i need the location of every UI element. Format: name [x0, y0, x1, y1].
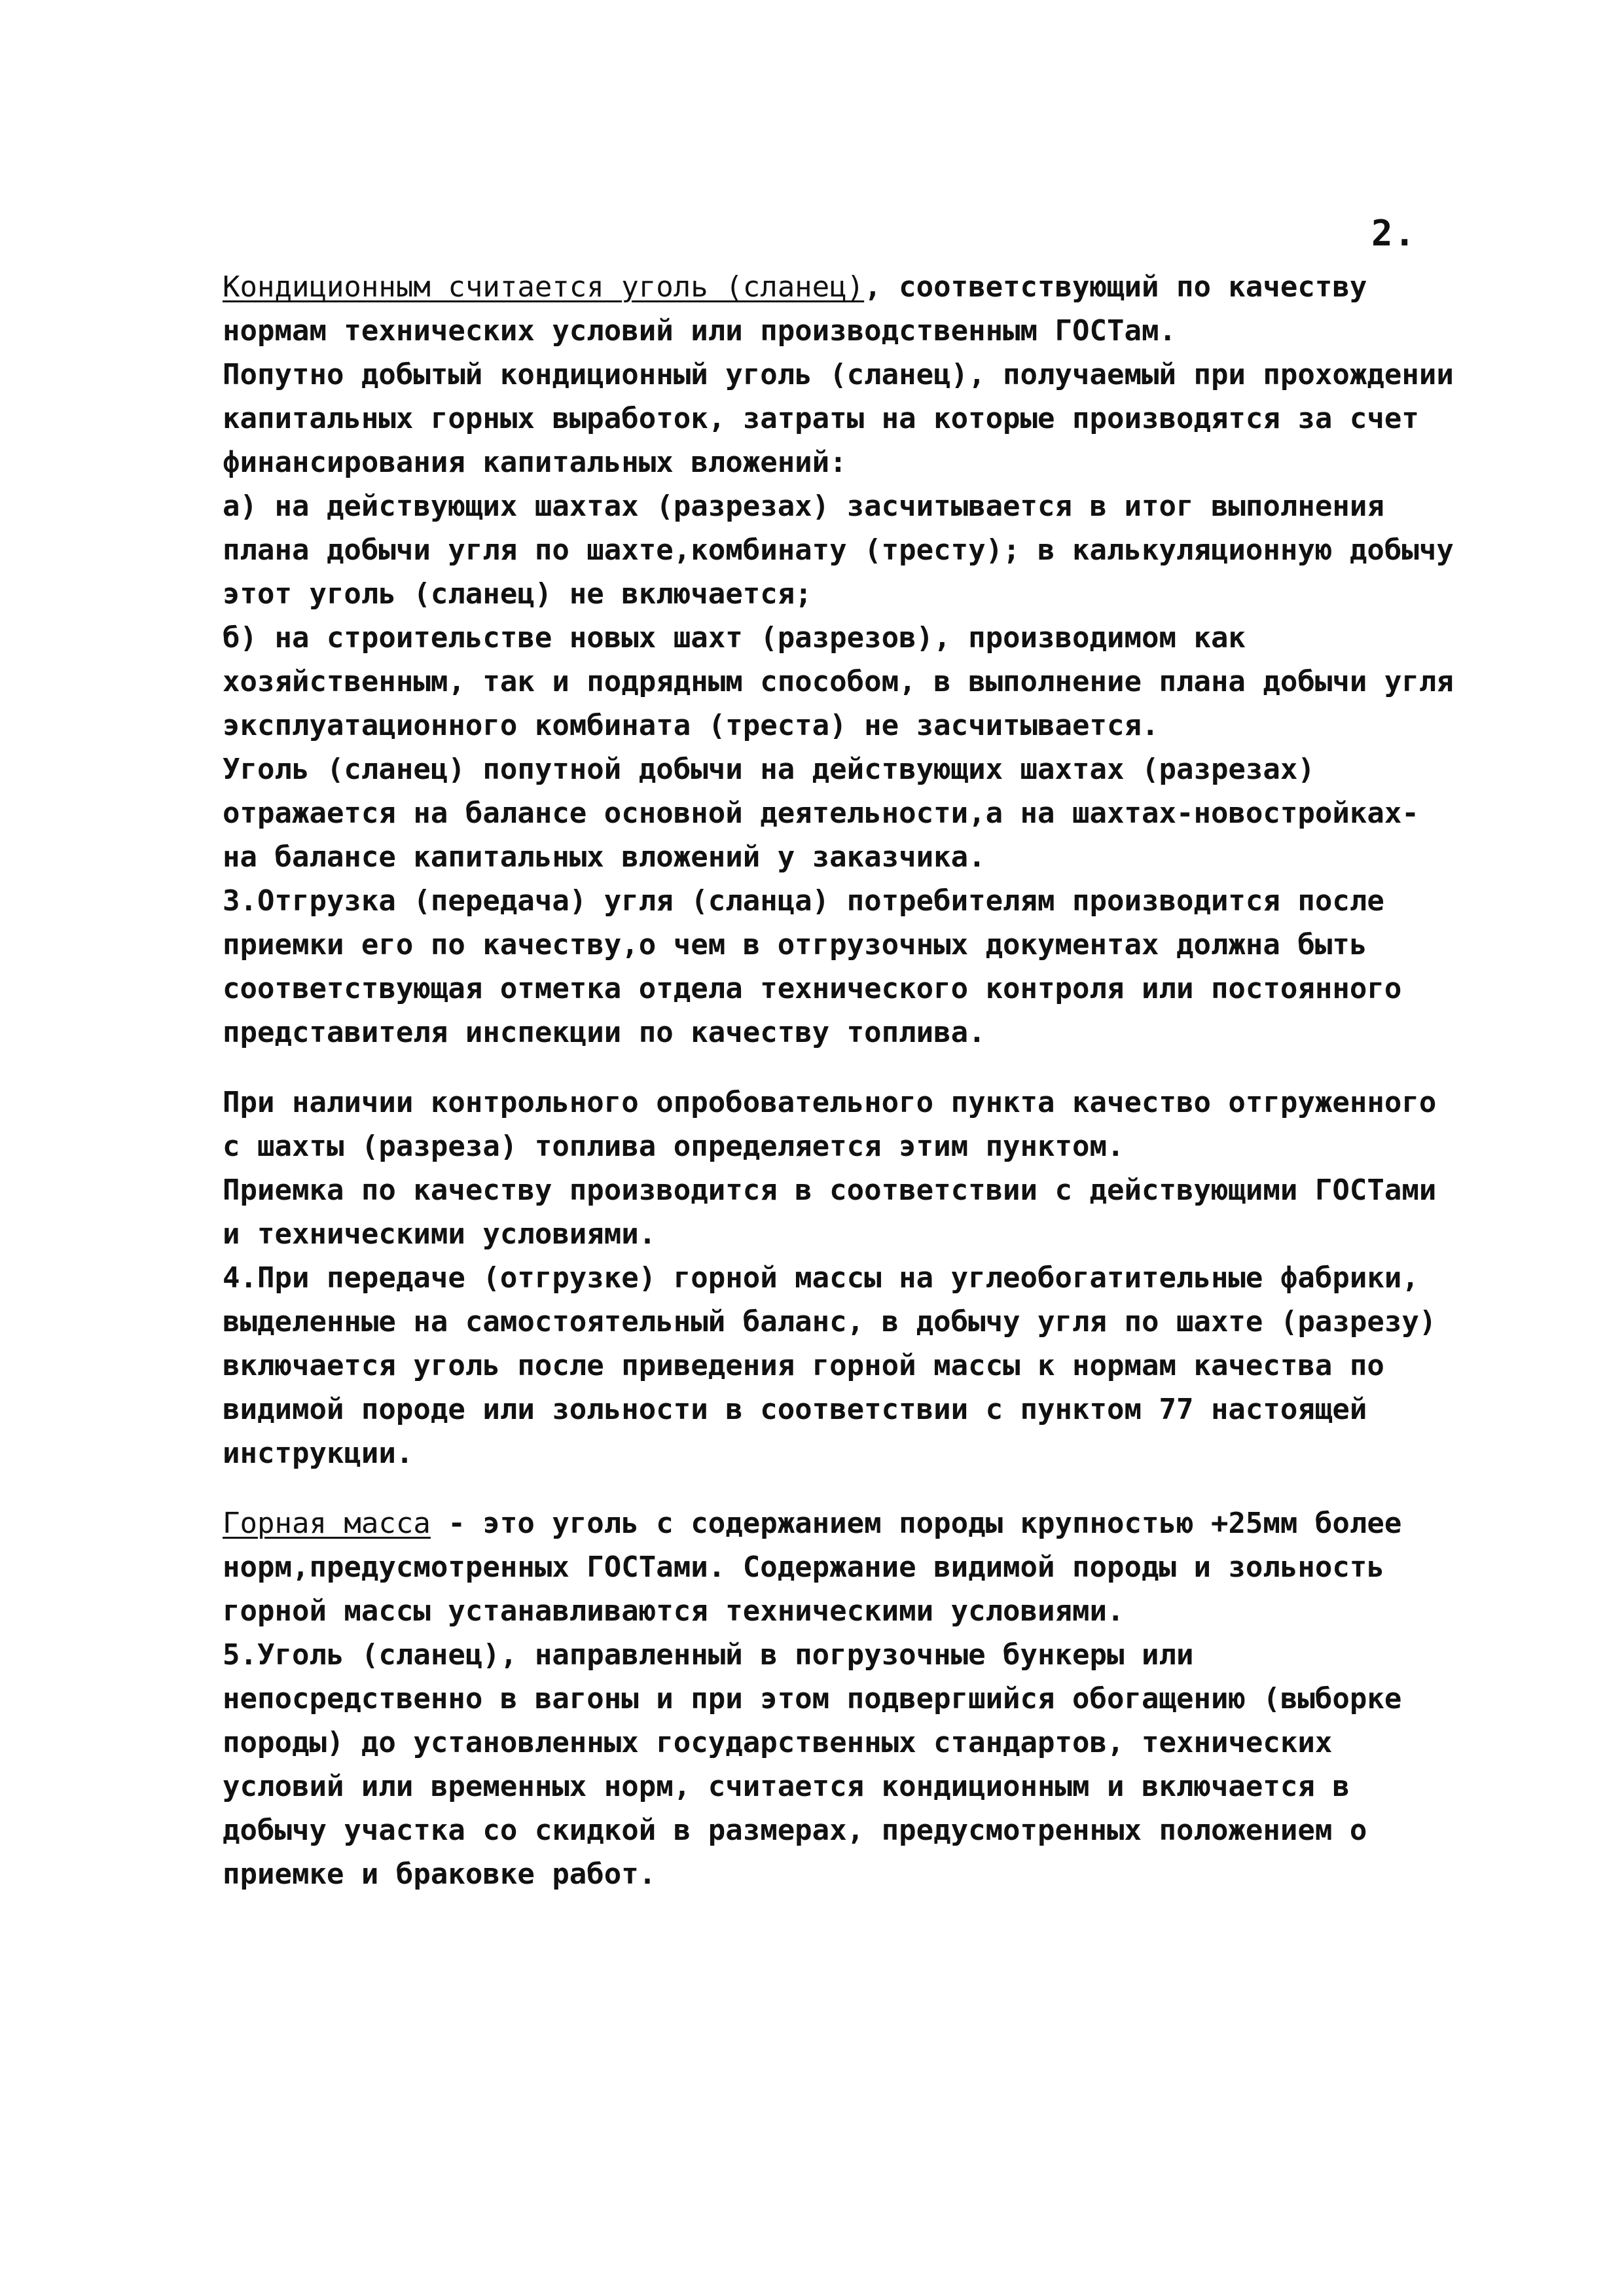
page-number: 2. [1371, 213, 1417, 254]
paragraph-text: - это уголь с содержанием породы крупностью +25мм более норм,предусмотренных ГОСТами. Содержание видимой породы и зольность горной массы устанавливаются техническими условиями. [223, 1507, 1402, 1628]
term-rock-mass: Горная масса [223, 1507, 431, 1540]
paragraph-section-4: 4.При передаче (отгрузке) горной массы на углеобогатительные фабрики, выделенные на самостоятельный баланс, в добычу угля по шахте (разрезу) включается уголь после приведения горной массы к нормам качества по видимой породе или зольности в соответствии с пунктом 77 настоящей инструкции. [223, 1261, 1437, 1470]
paragraph-rock-mass [223, 1501, 1460, 1633]
paragraph-acceptance: Приемка по качеству производится в соответствии с действующими ГОСТами и техническими условиями. [223, 1174, 1437, 1251]
paragraph-item-b: б) на строительстве новых шахт (разрезов), производимом как хозяйственным, так и подрядным способом, в выполнение плана добычи угля эксплуатационного комбината (треста) не засчитывается. [223, 621, 1454, 742]
document-body [223, 265, 1460, 1896]
paragraph-section-3: 3.Отгрузка (передача) угля (сланца) потребителям производится после приемки его по качеству,о чем в отгрузочных документах должна быть соответствующая отметка отдела технического контроля или постоянного представителя инспекции по качеству топлива. [223, 884, 1402, 1049]
paragraph-incidental-coal: Попутно добытый кондиционный уголь (сланец), получаемый при прохождении капитальных горных выработок, затраты на которые производятся за счет финансирования капитальных вложений: [223, 358, 1454, 479]
paragraph-section-5: 5.Уголь (сланец), направленный в погрузочные бункеры или непосредственно в вагоны и при этом подвергшийся обогащению (выборке породы) до установленных государственных стандартов, технических условий или временных норм, считается кондиционным и включается в добычу участка со скидкой в размерах, предусмотренных положением о приемке и браковке работ. [223, 1638, 1402, 1891]
paragraph-conditional-coal [223, 265, 1460, 353]
paragraph-text: , соответствующий по качеству нормам технических условий или производственным ГОСТам. [223, 270, 1367, 348]
paragraph-balance: Уголь (сланец) попутной добычи на действующих шахтах (разрезах) отражается на балансе основной деятельности,а на шахтах-новостройках- на балансе капитальных вложений у заказчика. [223, 753, 1419, 874]
paragraph-control-point: При наличии контрольного опробовательного пункта качество отгруженного с шахты (разреза) топлива определяется этим пунктом. [223, 1086, 1437, 1163]
term-conditional-coal: Кондиционным считается уголь (сланец) [223, 270, 865, 304]
paragraph-item-a: а) на действующих шахтах (разрезах) засчитывается в итог выполнения плана добычи угля по шахте,комбинату (тресту); в калькуляционную добычу этот уголь (сланец) не включается; [223, 490, 1454, 611]
